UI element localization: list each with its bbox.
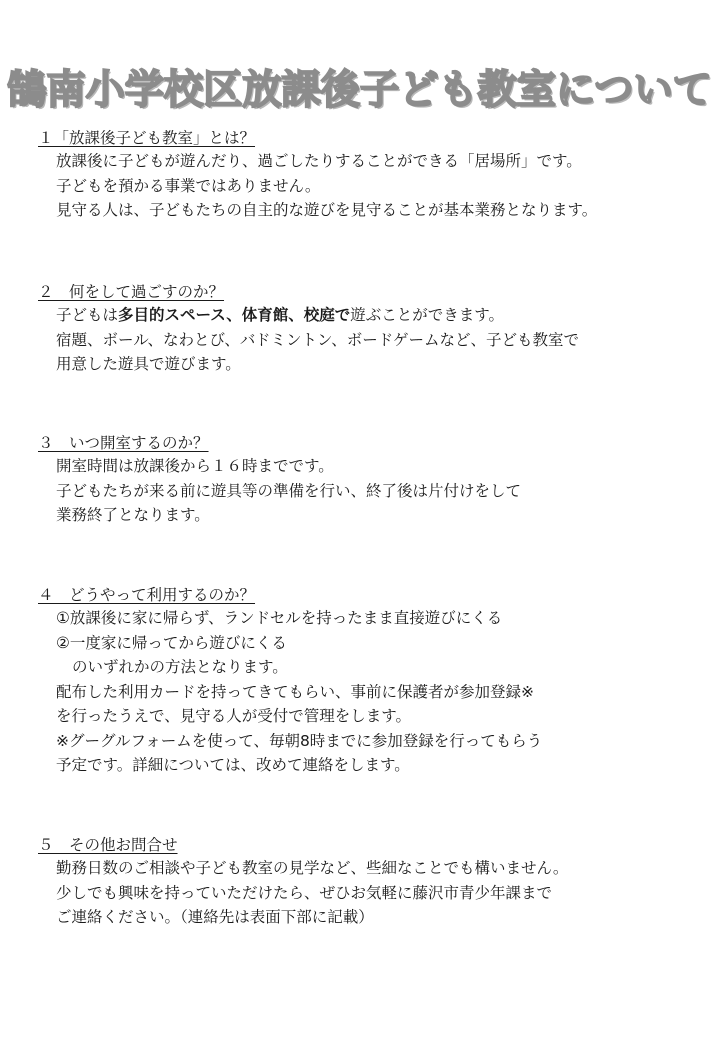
section-text <box>38 303 698 328</box>
option-two: ②一度家に帰ってから遊びにくる <box>56 633 287 652</box>
section-text: 開室時間は放課後から１６時までです。 <box>56 457 334 475</box>
section-text: 宿題、ボール、なわとび、バドミントン、ボードゲームなど、子ども教室で <box>56 330 579 349</box>
section-text: ご連絡ください。（連絡先は表面下部に記載） <box>56 908 374 926</box>
section-text: 勤務日数のご相談や子ども教室の見学など、些細なことでも構いません。 <box>56 859 569 877</box>
section-activities <box>38 281 698 377</box>
section-heading: ５ その他お問合せ <box>38 836 178 854</box>
section-note: ※グーグルフォームを使って、毎朝8時までに参加登録を行ってもらう <box>56 731 543 750</box>
section-text: のいずれかの方法となります。 <box>72 658 288 676</box>
emphasized-locations: 多目的スペース、体育館、校庭で <box>118 306 351 324</box>
section-text: 配布した利用カードを持ってきてもらい、事前に保護者が参加登録※ <box>56 682 534 701</box>
section-text: 業務終了となります。 <box>56 506 210 524</box>
text-suffix: 遊ぶことができます。 <box>350 306 504 324</box>
option-one: ①放課後に家に帰らず、ランドセルを持ったまま直接遊びにくる <box>56 609 503 627</box>
section-text: 予定です。詳細については、改めて連絡をします。 <box>56 756 410 774</box>
section-text: を行ったうえで、見守る人が受付で管理をします。 <box>56 707 411 725</box>
section-usage <box>38 584 698 778</box>
section-heading: ２ 何をして過ごすのか？ <box>38 283 225 301</box>
section-heading: ４ どうやって利用するのか？ <box>38 586 256 604</box>
section-text: 用意した遊具で遊びます。 <box>56 355 241 373</box>
section-heading: ３ いつ開室するのか？ <box>38 434 209 452</box>
section-contact <box>38 834 698 930</box>
section-heading: １「放課後子ども教室」とは？ <box>38 129 256 147</box>
section-text: 子どもを預かる事業ではありません。 <box>56 176 321 195</box>
section-text: 子どもたちが来る前に遊具等の準備を行い、終了後は片付けをして <box>56 481 522 500</box>
section-text: 見守る人は、子どもたちの自主的な遊びを見守ることが基本業務となります。 <box>56 201 598 219</box>
title-banner <box>0 58 720 115</box>
page-title: 鵠南小学校区放課後子ども教室について <box>7 67 713 113</box>
section-about <box>38 127 698 223</box>
section-hours <box>38 432 698 528</box>
section-text: 少しでも興味を持っていただけたら、ぜひお気軽に藤沢市青少年課まで <box>56 883 553 902</box>
text-prefix: 子どもは <box>56 306 119 324</box>
section-text: 放課後に子どもが遊んだり、過ごしたりすることができる「居場所」です。 <box>56 152 582 170</box>
